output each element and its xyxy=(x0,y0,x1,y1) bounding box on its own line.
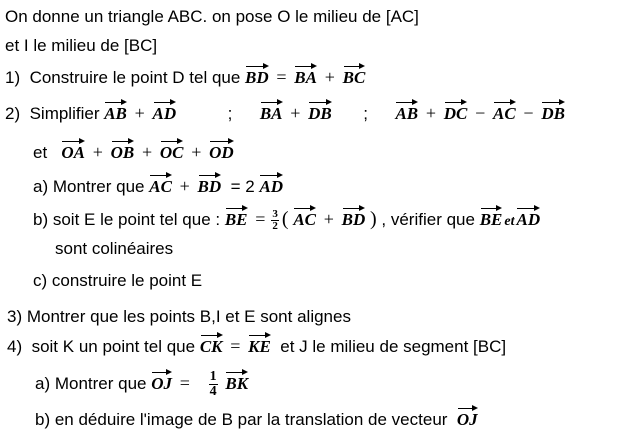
question-2-number: 2) xyxy=(5,104,21,123)
question-4-number: 4) xyxy=(7,337,23,356)
vector-bk: BK xyxy=(225,370,248,392)
question-2b-continuation xyxy=(55,238,173,260)
question-1-number: 1) xyxy=(5,68,21,87)
question-4b-text: b) en déduire l'image de B par la translation de vecteur xyxy=(35,410,448,429)
question-2b-text: b) soit E le point tel que : xyxy=(33,210,221,229)
equals-sign: = xyxy=(230,336,241,356)
open-parenthesis: ( xyxy=(281,208,289,230)
plus-sign: + xyxy=(134,103,145,123)
fraction-numerator: 3 xyxy=(272,208,278,221)
vector-ob: OB xyxy=(111,139,135,161)
plus-sign: + xyxy=(141,142,153,162)
question-1 xyxy=(5,64,365,89)
question-2b xyxy=(33,206,540,233)
plus-sign: + xyxy=(179,176,190,196)
fraction-numerator: 1 xyxy=(209,369,217,385)
fraction-denominator: 2 xyxy=(272,220,278,233)
vector-ac: AC xyxy=(493,100,516,122)
plus-sign: + xyxy=(425,103,437,123)
vector-oa: OA xyxy=(61,139,85,161)
separator: ; xyxy=(227,104,233,123)
question-2a xyxy=(33,173,283,198)
equals-sign: = xyxy=(276,67,287,87)
vector-be: BE xyxy=(225,206,248,228)
vector-bd: BD xyxy=(198,173,222,195)
plus-sign: + xyxy=(191,142,202,162)
vector-ck: CK xyxy=(200,333,223,355)
intro-line-2 xyxy=(5,35,157,57)
plus-sign: + xyxy=(92,142,103,162)
question-1-text: Construire le point D tel que xyxy=(29,68,241,87)
equals-sign: = xyxy=(179,373,190,393)
vector-ad: AD xyxy=(516,206,540,228)
intro-line-1 xyxy=(5,6,419,28)
vector-ba: BA xyxy=(294,64,317,86)
vector-bd: BD xyxy=(245,64,269,86)
minus-sign: − xyxy=(523,103,534,123)
vector-db: DB xyxy=(308,100,332,122)
vector-od: OD xyxy=(209,139,234,161)
fraction-one-quarter xyxy=(209,370,218,399)
colinear-text: sont colinéaires xyxy=(55,239,174,258)
vector-ab: AB xyxy=(104,100,127,122)
vector-db: DB xyxy=(541,100,565,122)
question-2a-text: a) Montrer que xyxy=(33,177,145,196)
fraction-three-halves xyxy=(271,209,279,232)
vector-oj: OJ xyxy=(457,406,478,428)
verify-text: , vérifier que xyxy=(381,210,475,229)
question-2-et xyxy=(33,139,234,164)
vector-ac: AC xyxy=(149,173,172,195)
question-4a-text: a) Montrer que xyxy=(35,374,147,393)
fraction-denominator: 4 xyxy=(209,384,217,400)
close-parenthesis: ) xyxy=(370,208,377,230)
et-connector: et xyxy=(504,214,515,229)
plus-sign: + xyxy=(324,67,335,87)
intro-text-2: et I le milieu de [BC] xyxy=(5,36,158,55)
question-3 xyxy=(7,306,351,328)
question-2-text: Simplifier xyxy=(29,104,100,123)
question-2-et-text: et xyxy=(33,143,48,162)
question-4a xyxy=(35,370,248,399)
question-2c-text: c) construire le point E xyxy=(33,271,203,290)
vector-ke: KE xyxy=(248,333,271,355)
vector-ad: AD xyxy=(153,100,177,122)
vector-bd: BD xyxy=(342,206,366,228)
question-4b xyxy=(35,406,478,431)
question-2 xyxy=(5,100,565,125)
equals-two: = 2 xyxy=(230,177,255,196)
minus-sign: − xyxy=(475,103,486,123)
vector-ab: AB xyxy=(395,100,418,122)
vector-ba: BA xyxy=(260,100,283,122)
equals-sign: = xyxy=(255,209,266,229)
vector-dc: DC xyxy=(444,100,468,122)
question-4 xyxy=(7,333,506,358)
vector-be: BE xyxy=(480,206,503,228)
question-4-text: soit K un point tel que xyxy=(31,337,196,356)
vector-oj: OJ xyxy=(151,370,172,392)
question-2c xyxy=(33,270,202,292)
question-3-text: 3) Montrer que les points B,I et E sont alignes xyxy=(7,307,351,326)
vector-bc: BC xyxy=(343,64,366,86)
vector-ac: AC xyxy=(293,206,316,228)
plus-sign: + xyxy=(290,103,301,123)
intro-text-1: On donne un triangle ABC. on pose O le milieu de [AC] xyxy=(5,7,419,26)
plus-sign: + xyxy=(323,209,334,229)
question-4-tail: et J le milieu de segment [BC] xyxy=(280,337,507,356)
separator: ; xyxy=(363,104,368,123)
vector-ad: AD xyxy=(259,173,283,195)
vector-oc: OC xyxy=(160,139,184,161)
